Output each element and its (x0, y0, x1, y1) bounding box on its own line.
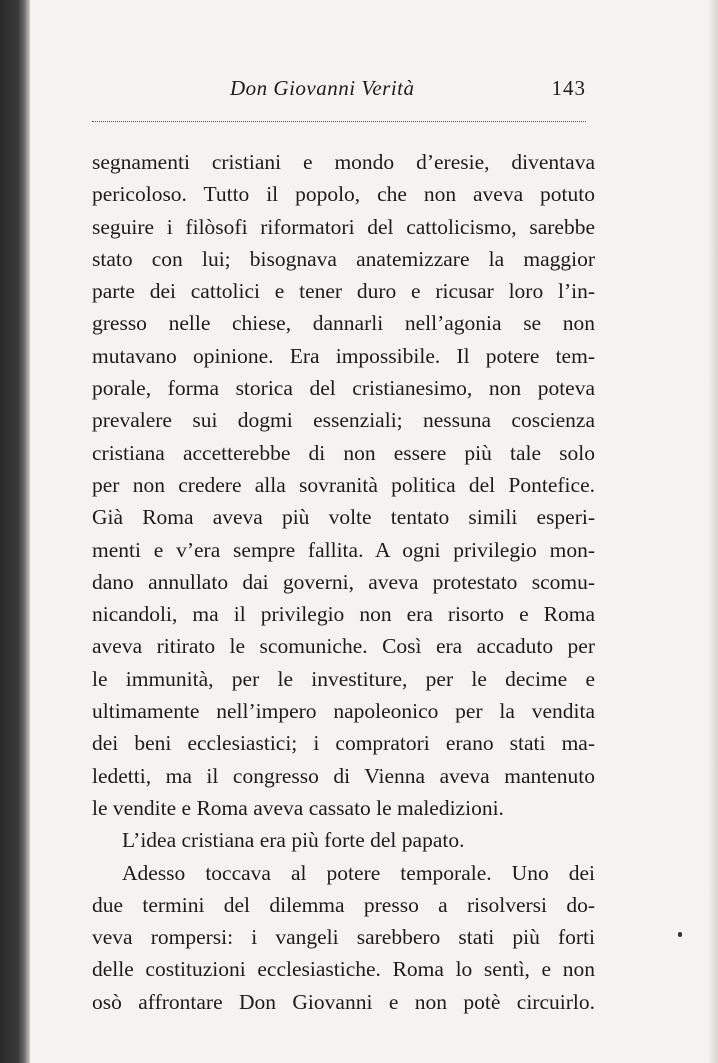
text-line: cristiana accetterebbe di non essere più tale solo (92, 440, 595, 465)
text-line: le immunità, per le investiture, per le decime e (92, 666, 595, 691)
text-line: per non credere alla sovranità politica del Pontefice. (92, 472, 595, 497)
running-title: Don Giovanni Verità (230, 76, 415, 100)
text-line: stato con lui; bisognava anatemizzare la maggior (92, 246, 595, 271)
text-line: Già Roma aveva più volte tentato simili esperi- (92, 505, 595, 530)
text-line: le vendite e Roma aveva cassato le maledizioni. (92, 795, 504, 820)
text-line: aveva ritirato le scomuniche. Così era accaduto per (92, 634, 595, 659)
page-edge (708, 0, 718, 1063)
text-line: L’idea cristiana era più forte del papato. (122, 828, 465, 853)
header-rule (92, 121, 586, 122)
text-line: parte dei cattolici e tener duro e ricusar loro l’in- (92, 279, 595, 304)
text-line: ultimamente nell’impero napoleonico per la vendita (92, 699, 595, 724)
text-line: menti e v’era sempre fallita. A ogni privilegio mon- (92, 537, 595, 562)
text-line: delle costituzioni ecclesiastiche. Roma lo sentì, e non (92, 957, 595, 982)
ink-speck (678, 932, 682, 937)
text-line: dano annullato dai governi, aveva protestato scomu- (92, 569, 595, 594)
text-line: Adesso toccava al potere temporale. Uno dei (122, 860, 595, 885)
text-line: due termini del dilemma presso a risolversi do- (92, 892, 595, 917)
text-line: nicandoli, ma il privilegio non era risorto e Roma (92, 602, 595, 627)
text-line: veva rompersi: i vangeli sarebbero stati più forti (92, 925, 595, 950)
page-number: 143 (551, 76, 586, 100)
text-line: seguire i filòsofi riformatori del cattolicismo, sarebbe (92, 214, 595, 239)
text-line: pericoloso. Tutto il popolo, che non aveva potuto (92, 182, 595, 207)
page-header (92, 76, 586, 106)
body-text (92, 146, 595, 1018)
text-line: mutavano opinione. Era impossibile. Il potere tem- (92, 343, 595, 368)
text-line: osò affrontare Don Giovanni e non potè circuirlo. (92, 989, 595, 1014)
text-line: segnamenti cristiani e mondo d’eresie, diventava (92, 150, 595, 174)
text-line: prevalere sui dogmi essenziali; nessuna coscienza (92, 408, 595, 433)
text-line: ledetti, ma il congresso di Vienna aveva mantenuto (92, 763, 595, 788)
text-line: dei beni ecclesiastici; i compratori erano stati ma- (92, 731, 595, 756)
text-line: gresso nelle chiese, dannarli nell’agonia se non (92, 311, 595, 336)
text-line: porale, forma storica del cristianesimo, non poteva (92, 376, 595, 401)
book-spine-shadow (0, 0, 30, 1063)
